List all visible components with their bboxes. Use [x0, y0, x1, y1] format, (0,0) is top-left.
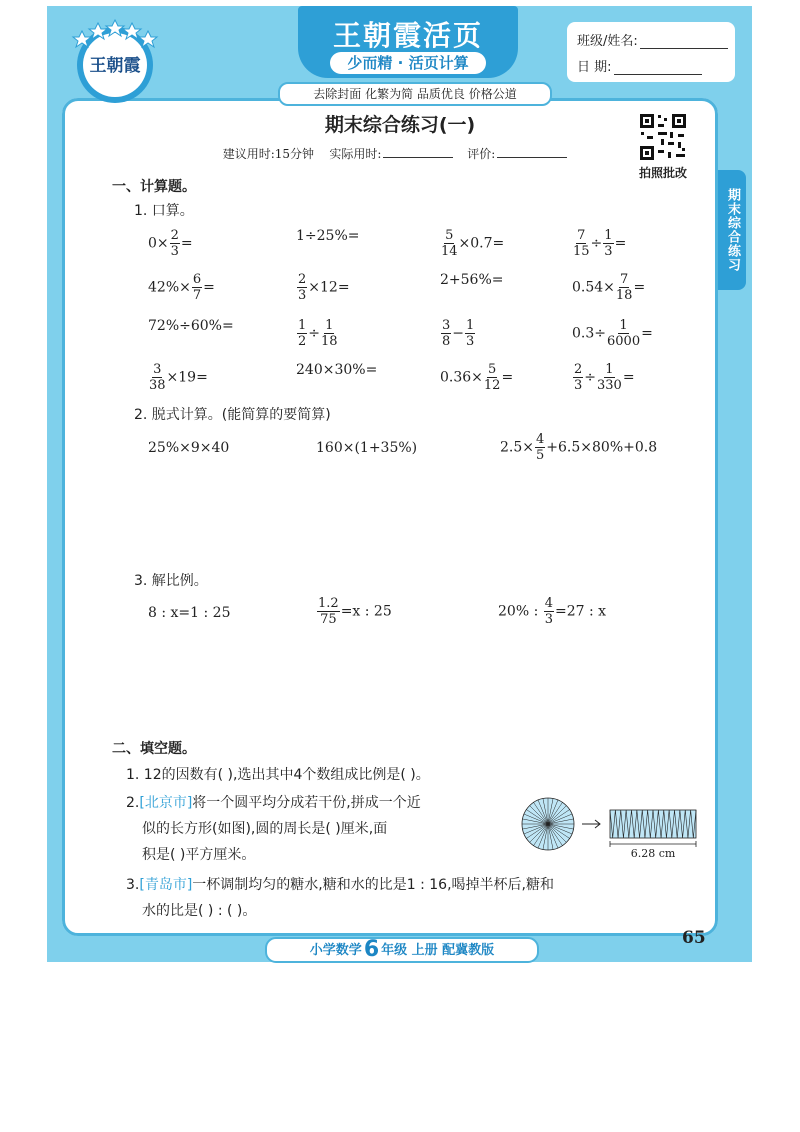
- q2-text1: 将一个圆平均分成若干份,拼成一个近: [192, 795, 421, 811]
- brand-logo: [62, 17, 168, 107]
- oral-item: 0× $\frac{2}{3}$ =: [148, 228, 193, 259]
- oral-item: $\frac{3}{8}$ − $\frac{1}{3}$: [442, 318, 475, 349]
- oral-item: 0.36× $\frac{5}{12}$ =: [440, 362, 514, 393]
- arrow-icon: [582, 820, 600, 828]
- q2-region-tag: [北京市]: [139, 795, 193, 811]
- slogan: 去除封面 化繁为简 品质优良 价格公道: [278, 82, 552, 106]
- proportion-2: [316, 596, 392, 627]
- class-name-label: 班级/姓名:: [577, 34, 638, 49]
- q3-label: 3. 解比例。: [134, 573, 208, 589]
- oral-item: 72%÷60%=: [148, 318, 234, 334]
- approx-rectangle: [610, 810, 696, 838]
- evaluation-field[interactable]: [497, 147, 567, 158]
- proportion2-suffix: =x : 25: [340, 603, 392, 620]
- date-field[interactable]: [614, 62, 702, 75]
- q2-number: 2.: [126, 795, 140, 811]
- student-info-box: [567, 22, 735, 82]
- calc-expression-2: 160×(1+35%): [316, 440, 418, 456]
- divided-circle: [522, 798, 574, 850]
- oral-item: 0.54× $\frac{7}{18}$ =: [572, 272, 646, 303]
- suggested-time: 建议用时:15分钟: [222, 147, 315, 161]
- qr-label: 拍照批改: [638, 166, 687, 180]
- footer-subject: 小学数学: [309, 943, 362, 958]
- proportion-3: [498, 596, 606, 627]
- oral-item: $\frac{3}{38}$ ×19=: [149, 362, 208, 393]
- section1-heading: 一、计算题。: [112, 179, 196, 195]
- evaluation-label: 评价:: [467, 147, 496, 161]
- circle-rectangle-figure: [518, 796, 702, 862]
- oral-item: 0.3÷ $\frac{1}{6000}$ =: [572, 318, 653, 349]
- side-tab: 期末综合练习: [718, 170, 746, 290]
- proportion2-fraction: $\frac{1.2}{75}$: [318, 596, 339, 627]
- oral-item: 2+56%=: [440, 272, 504, 288]
- q1-label: 1. 口算。: [134, 203, 194, 219]
- proportion3-suffix: =27 : x: [555, 603, 607, 620]
- class-name-field[interactable]: [640, 36, 728, 49]
- footer-grade-info: 年级 上册 配冀教版: [381, 943, 495, 958]
- footer-badge: [265, 937, 539, 963]
- footer-grade-number: 6: [363, 937, 380, 962]
- fill-question-1: 1. 12的因数有( ),选出其中4个数组成比例是( )。: [126, 767, 430, 783]
- qr-code-icon[interactable]: [638, 112, 688, 162]
- page-title: 期末综合练习(一): [324, 114, 476, 136]
- oral-item: $\frac{7}{15}$ ÷ $\frac{1}{3}$ =: [573, 228, 627, 259]
- fill-question-2-line1: [126, 792, 421, 812]
- brand-title: 王朝霞活页: [332, 19, 483, 52]
- oral-item: $\frac{1}{2}$ ÷ $\frac{1}{18}$: [298, 318, 338, 349]
- date-label: 日 期:: [577, 60, 612, 75]
- proportion-1: 8 : x=1 : 25: [148, 605, 231, 621]
- q3-text1: 一杯调制均匀的糖水,糖和水的比是1 : 16,喝掉半杯后,糖和: [192, 877, 554, 893]
- time-info: [200, 145, 600, 162]
- brand-subtitle: 少而精 · 活页计算: [330, 52, 486, 74]
- page-number: 65: [682, 928, 706, 948]
- oral-item: $\frac{2}{3}$ ×12=: [298, 272, 350, 303]
- fill-question-2-line3: 积是( )平方厘米。: [142, 847, 256, 863]
- expr3-fraction: $\frac{4}{5}$: [536, 432, 545, 463]
- q3-region-tag: [青岛市]: [139, 877, 193, 893]
- fill-question-2-line2: 似的长方形(如图),圆的周长是( )厘米,面: [142, 821, 388, 837]
- section2-heading: 二、填空题。: [112, 741, 196, 757]
- oral-item: 240×30%=: [296, 362, 378, 378]
- oral-item: 42%× $\frac{6}{7}$ =: [148, 272, 215, 303]
- expr3-suffix: +6.5×80%+0.8: [546, 439, 658, 456]
- logo-text: 王朝霞: [89, 56, 141, 76]
- oral-item: $\frac{5}{14}$ ×0.7=: [441, 228, 505, 259]
- oral-item: 1÷25%=: [296, 228, 360, 244]
- actual-time-label: 实际用时:: [329, 147, 382, 161]
- q2-label: 2. 脱式计算。(能简算的要简算): [134, 407, 331, 423]
- expr3-prefix: 2.5×: [500, 439, 534, 456]
- width-label: 6.28 cm: [630, 847, 676, 860]
- actual-time-field[interactable]: [383, 147, 453, 158]
- fill-question-3-line1: [126, 874, 554, 894]
- fill-question-3-line2: 水的比是( ) : ( )。: [142, 903, 257, 919]
- proportion3-prefix: 20% :: [498, 603, 543, 620]
- q3-number: 3.: [126, 877, 140, 893]
- oral-item: $\frac{2}{3}$ ÷ $\frac{1}{330}$ =: [574, 362, 635, 393]
- proportion3-fraction: $\frac{4}{3}$: [544, 596, 554, 627]
- calc-expression-3: [500, 432, 657, 463]
- calc-expression-1: 25%×9×40: [148, 440, 230, 456]
